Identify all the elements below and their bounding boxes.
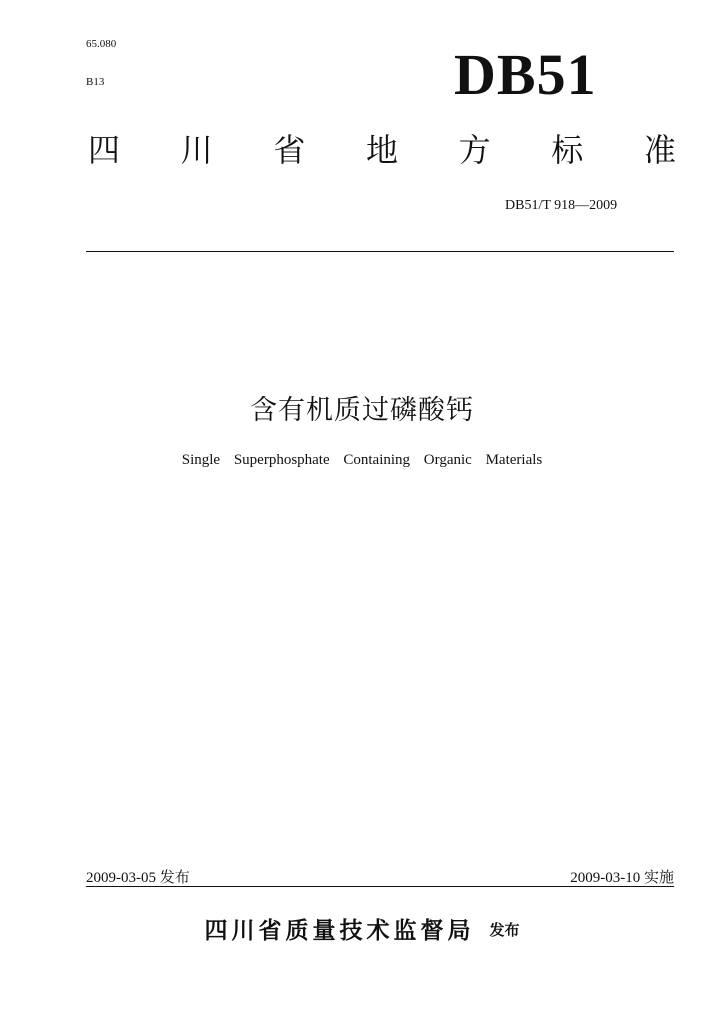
issue-date: 2009-03-05 发布 xyxy=(86,870,190,886)
ccs-code: B13 xyxy=(86,76,105,88)
publisher-name: 四川省质量技术监督局 xyxy=(204,918,475,944)
standard-type-heading xyxy=(88,131,676,169)
footer-divider xyxy=(86,886,674,887)
title-english: Single Superphosphate Containing Organic Materials xyxy=(181,452,543,468)
standard-type-char: 标 xyxy=(551,131,584,169)
publish-word: 发布 xyxy=(489,921,520,939)
standard-type-char: 四 xyxy=(88,131,121,169)
ics-code: 65.080 xyxy=(86,38,117,50)
standard-type-char: 准 xyxy=(643,131,676,169)
publisher-line xyxy=(0,912,724,945)
standard-number: DB51/T 918—2009 xyxy=(505,198,618,213)
standard-type-char: 省 xyxy=(273,131,306,169)
standard-type-char: 川 xyxy=(180,131,213,169)
standard-logo: DB51 xyxy=(454,42,597,107)
header-divider xyxy=(86,251,674,252)
standard-type-char: 地 xyxy=(365,131,398,169)
implementation-date: 2009-03-10 实施 xyxy=(570,870,674,886)
title-chinese: 含有机质过磷酸钙 xyxy=(250,395,474,426)
standard-type-char: 方 xyxy=(458,131,491,169)
